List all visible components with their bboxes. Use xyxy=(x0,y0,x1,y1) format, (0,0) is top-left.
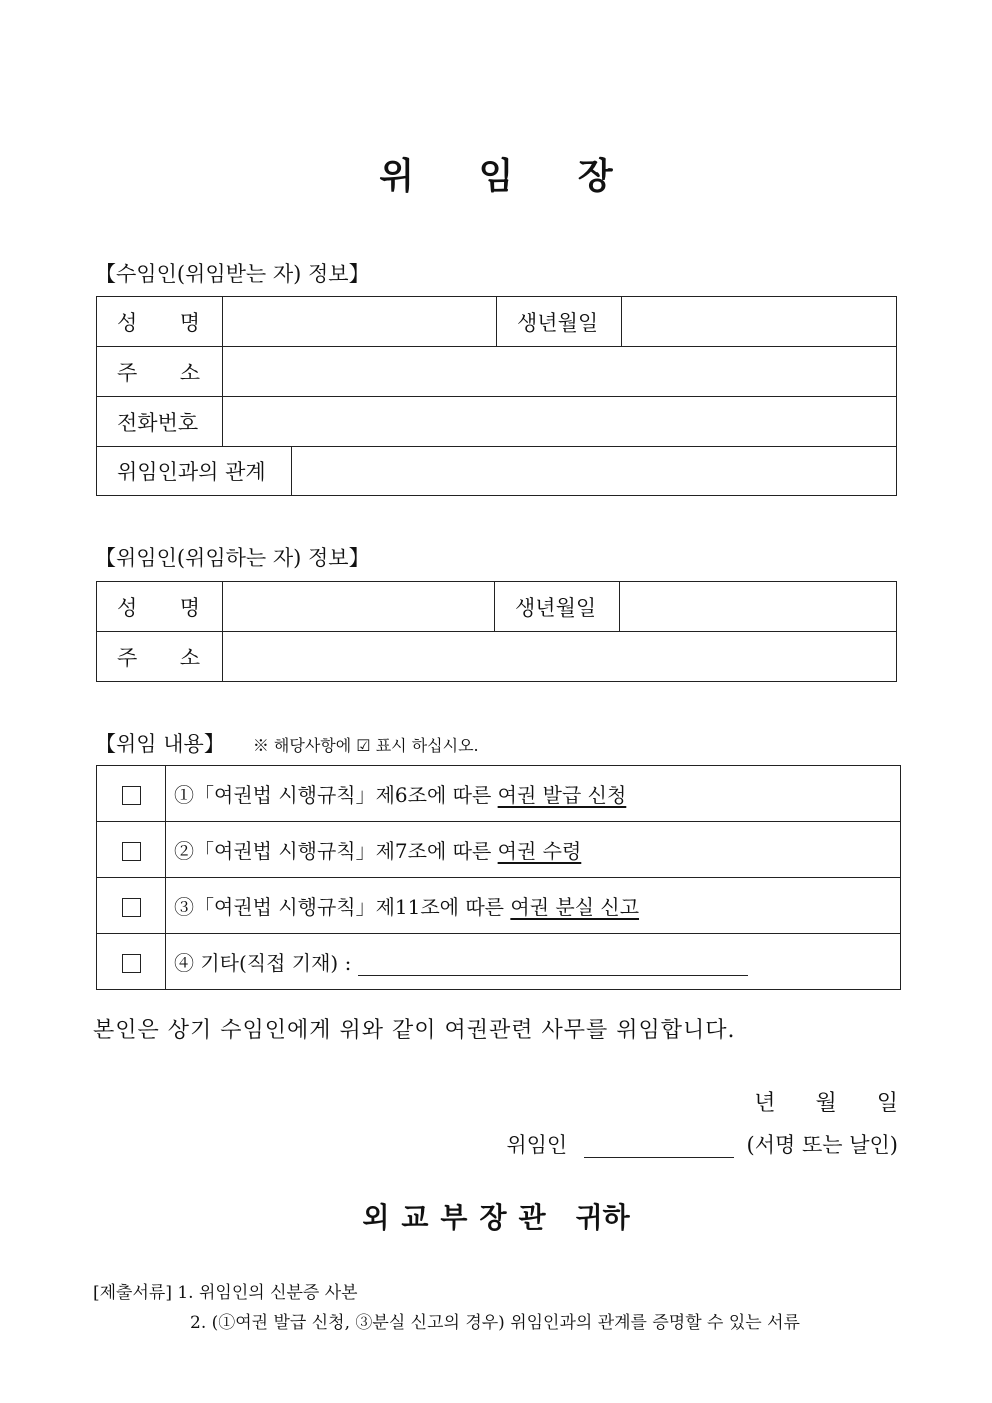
page-title: 위 임 장 xyxy=(379,156,639,197)
delegate-name-field[interactable] xyxy=(223,297,497,347)
item-checkbox-1[interactable] xyxy=(97,766,166,822)
year-label: 년 xyxy=(754,1091,776,1116)
delegation-item: ③「여권법 시행규칙」제11조에 따른 여권 분실 신고 xyxy=(97,878,901,934)
name-label: 성 명 xyxy=(97,582,223,632)
checkbox-icon xyxy=(122,786,141,805)
signer-label: 위임인 xyxy=(506,1133,568,1157)
signature-field[interactable] xyxy=(584,1157,734,1158)
delegate-relation-field[interactable] xyxy=(292,446,897,496)
date-line xyxy=(714,1086,898,1117)
delegator-info-table xyxy=(96,581,897,682)
phone-label: 전화번호 xyxy=(97,397,223,447)
statement: 본인은 상기 수임인에게 위와 같이 여권관련 사무를 위임합니다. xyxy=(93,1018,736,1043)
honorific: 귀하 xyxy=(575,1201,630,1234)
documents-label: [제출서류] xyxy=(93,1283,172,1303)
ministry-name: 외교부장관 xyxy=(362,1201,558,1234)
other-blank-field[interactable] xyxy=(358,975,748,976)
checkbox-icon xyxy=(122,898,141,917)
delegate-birth-field[interactable] xyxy=(622,297,897,347)
content-section-heading: 【위임 내용】 ※ 해당사항에 ☑ 표시 하십시오. xyxy=(95,732,479,756)
delegate-phone-field[interactable] xyxy=(223,397,897,447)
documents-line-1 xyxy=(93,1278,358,1303)
delegate-info-table xyxy=(96,296,897,447)
recipient xyxy=(0,1196,992,1236)
delegation-item: ①「여권법 시행규칙」제6조에 따른 여권 발급 신청 xyxy=(97,766,901,822)
signer-line xyxy=(506,1129,898,1159)
relation-label: 위임인과의 관계 xyxy=(97,446,292,496)
day-label: 일 xyxy=(876,1091,898,1116)
address-label: 주 소 xyxy=(97,632,223,682)
item-checkbox-3[interactable] xyxy=(97,878,166,934)
item-underlined: 여권 분실 신고 xyxy=(510,895,640,919)
item-checkbox-4[interactable] xyxy=(97,934,166,990)
delegation-items-table xyxy=(96,765,901,990)
checkbox-icon xyxy=(122,954,141,973)
document-item: 1. 위임인의 신분증 사본 xyxy=(177,1283,358,1303)
name-label: 성 명 xyxy=(97,297,223,347)
delegator-name-field[interactable] xyxy=(223,582,495,632)
delegator-birth-field[interactable] xyxy=(620,582,897,632)
delegator-address-field[interactable] xyxy=(223,632,897,682)
check-note: ※ 해당사항에 ☑ 표시 하십시오. xyxy=(252,736,479,755)
birth-label: 생년월일 xyxy=(495,582,620,632)
signer-suffix: (서명 또는 날인) xyxy=(746,1133,898,1157)
checkbox-icon xyxy=(122,842,141,861)
month-label: 월 xyxy=(815,1091,837,1116)
address-label: 주 소 xyxy=(97,347,223,397)
delegator-section-heading: 【위임인(위임하는 자) 정보】 xyxy=(95,546,370,570)
item-underlined: 여권 수령 xyxy=(497,839,582,863)
document-item: 2. (①여권 발급 신청, ③분실 신고의 경우) 위임인과의 관계를 증명할 수 있는 서류 xyxy=(190,1313,800,1333)
item-underlined: 여권 발급 신청 xyxy=(497,783,627,807)
delegate-address-field[interactable] xyxy=(223,347,897,397)
delegation-item: ②「여권법 시행규칙」제7조에 따른 여권 수령 xyxy=(97,822,901,878)
delegate-relation-table xyxy=(96,446,897,496)
delegation-item: ④ 기타(직접 기재) : xyxy=(97,934,901,990)
birth-label: 생년월일 xyxy=(497,297,622,347)
item-checkbox-2[interactable] xyxy=(97,822,166,878)
delegate-section-heading: 【수임인(위임받는 자) 정보】 xyxy=(95,262,370,286)
